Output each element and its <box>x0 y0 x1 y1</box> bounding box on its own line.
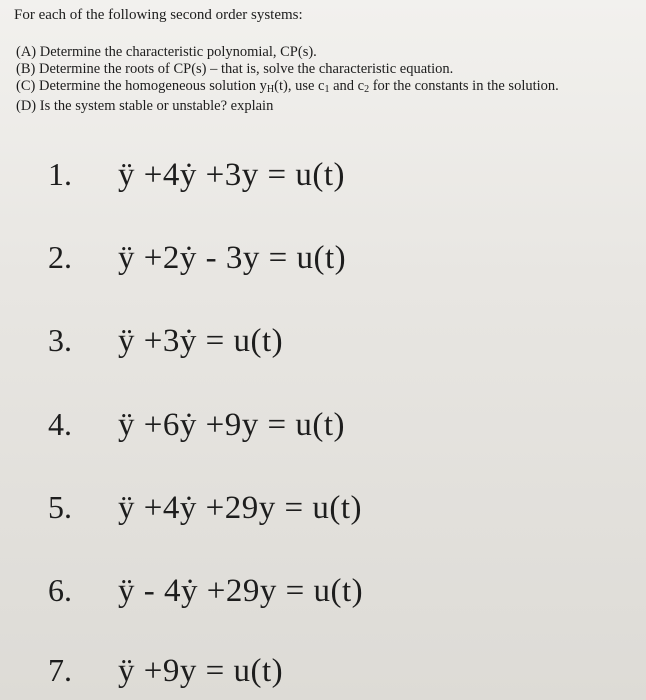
problem-3 <box>48 320 283 361</box>
instruction-b-text: Determine the roots of CP(s) – that is, solve the characteristic equation. <box>38 61 454 77</box>
problem-5-equation: ÿ +4ẏ +29y = u(t) <box>118 490 362 526</box>
problem-1-equation: ÿ +4ẏ +3y = u(t) <box>118 157 345 193</box>
problem-4-equation: ÿ +6ẏ +9y = u(t) <box>118 407 345 443</box>
instruction-b <box>16 61 559 78</box>
instruction-c-sub-h: H <box>266 84 275 95</box>
problem-2-equation: ÿ +2ẏ - 3y = u(t) <box>118 240 347 276</box>
instruction-a <box>16 44 559 61</box>
instruction-c-label: (C) <box>16 78 36 94</box>
instruction-c-sub-1: 1 <box>324 84 330 95</box>
problem-6 <box>48 570 363 611</box>
instruction-c-text-3: and c <box>329 78 365 94</box>
instruction-c-text-2: (t), use c <box>274 78 325 94</box>
problem-1-number: 1. <box>48 156 72 192</box>
problem-6-equation: ÿ - 4ẏ +29y = u(t) <box>118 573 364 609</box>
instruction-c-text-4: for the constants in the solution. <box>369 78 559 94</box>
instruction-d <box>16 98 559 115</box>
problem-5 <box>48 487 362 528</box>
problem-3-number: 3. <box>48 322 72 358</box>
instruction-d-label: (D) <box>16 98 37 114</box>
instruction-a-label: (A) <box>16 44 37 60</box>
problem-5-number: 5. <box>48 489 72 525</box>
problem-7-equation: ÿ +9y = u(t) <box>118 653 284 689</box>
instruction-b-label: (B) <box>16 61 36 77</box>
instruction-a-text: Determine the characteristic polynomial, CP(s). <box>39 44 317 60</box>
intro-text: For each of the following second order systems: <box>14 7 303 23</box>
problem-3-equation: ÿ +3ẏ = u(t) <box>118 323 284 359</box>
instruction-c <box>16 78 559 98</box>
instruction-list <box>16 44 559 115</box>
problem-6-number: 6. <box>48 572 72 608</box>
instruction-c-text-1: Determine the homogeneous solution y <box>38 78 267 94</box>
problem-4-number: 4. <box>48 406 72 442</box>
problem-2-number: 2. <box>48 239 72 275</box>
problem-7-number: 7. <box>48 652 72 688</box>
problem-1 <box>48 154 345 195</box>
problem-2 <box>48 237 346 278</box>
problem-7 <box>48 650 283 691</box>
instruction-c-sub-2: 2 <box>364 84 370 95</box>
instruction-d-text: Is the system stable or unstable? explain <box>39 98 274 114</box>
problem-4 <box>48 404 345 445</box>
